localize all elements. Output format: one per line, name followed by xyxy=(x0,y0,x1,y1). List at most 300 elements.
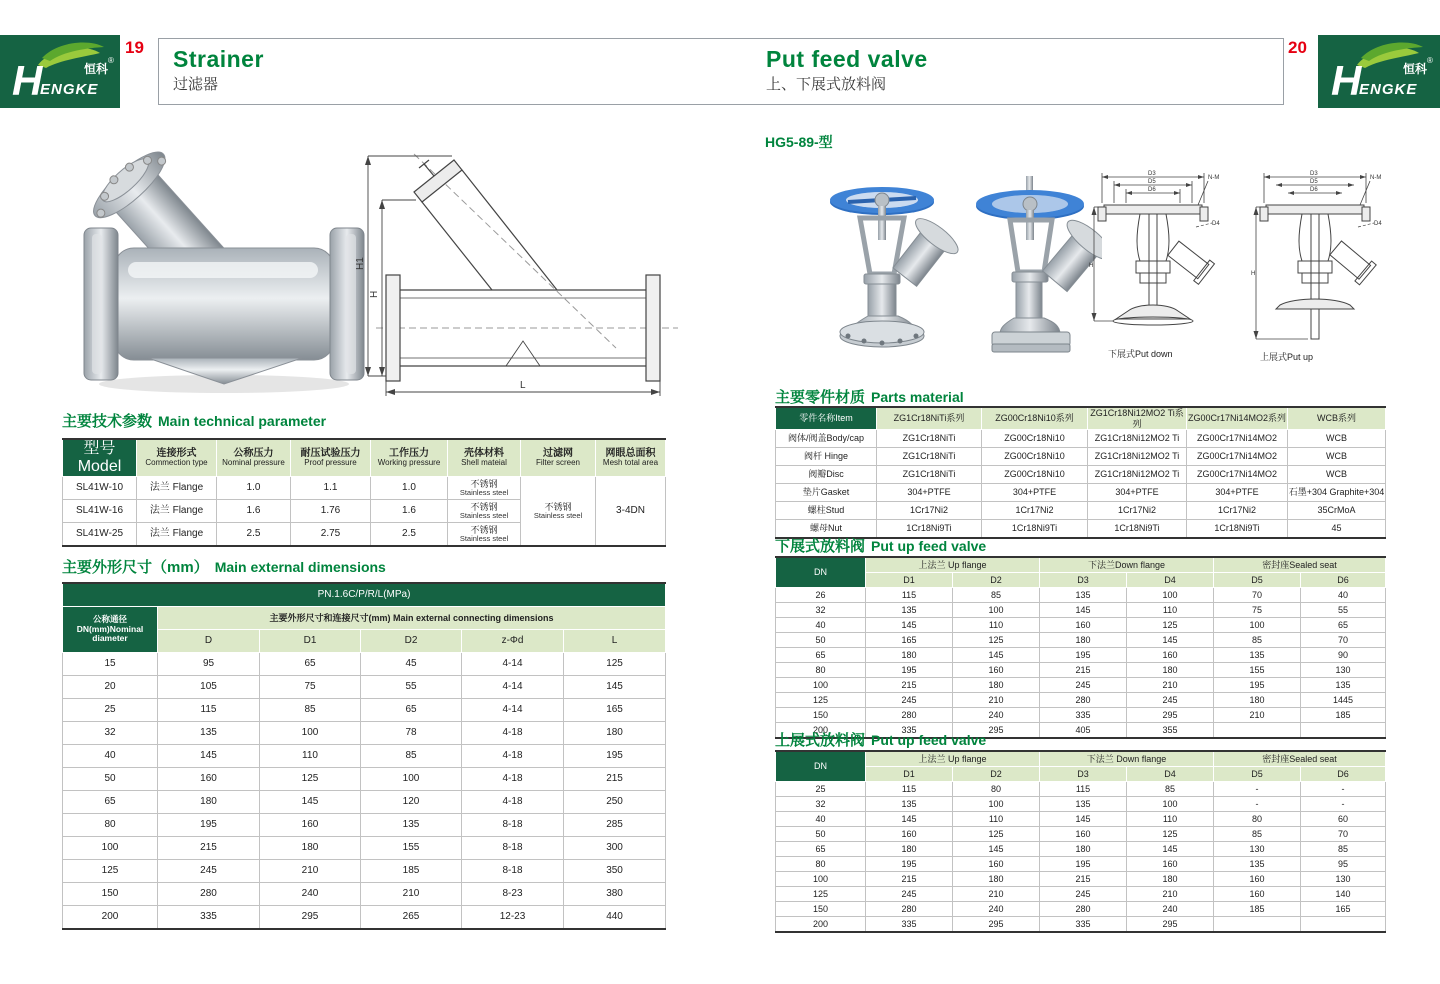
col-header: D3 xyxy=(1040,573,1127,588)
cell: 295 xyxy=(1127,708,1214,723)
cell: ZG00Cr18Ni10 xyxy=(982,466,1088,484)
item-cell: 阀体/阀盖Body/cap xyxy=(776,430,877,448)
group-header: 密封座Sealed seat xyxy=(1214,751,1386,767)
table-row xyxy=(776,797,1386,812)
cell: ZG1Cr18Ni12MO2 Ti xyxy=(1088,448,1187,466)
item-cell: 垫片Gasket xyxy=(776,484,877,502)
table-row xyxy=(63,699,666,722)
feed-valve-drawings xyxy=(1088,165,1390,352)
cell: 200 xyxy=(776,723,866,739)
left-page-title xyxy=(173,47,264,94)
cell: 32 xyxy=(63,722,158,745)
cell: 1.6 xyxy=(217,499,291,522)
cell: 140 xyxy=(1301,887,1386,902)
cell: 135 xyxy=(1301,678,1386,693)
cell: 160 xyxy=(866,827,953,842)
cell: 85 xyxy=(1214,827,1301,842)
cell: 245 xyxy=(1040,887,1127,902)
table-row xyxy=(776,603,1386,618)
title-bar xyxy=(158,38,1284,105)
cell: 95 xyxy=(158,653,260,676)
cell: 35CrMoA xyxy=(1288,502,1386,520)
col-header: L xyxy=(564,630,666,653)
cell: 145 xyxy=(866,618,953,633)
cell: 125 xyxy=(260,768,361,791)
dn-header: DN xyxy=(776,751,866,782)
cell: 8-18 xyxy=(462,837,564,860)
cell: 145 xyxy=(1127,842,1214,857)
left-title-en: Strainer xyxy=(173,46,264,72)
cell: 法兰 Flange xyxy=(137,476,217,499)
cell: 125 xyxy=(63,860,158,883)
cell: 215 xyxy=(866,872,953,887)
cell: 1Cr17Ni2 xyxy=(982,502,1088,520)
cell: 1Cr17Ni2 xyxy=(877,502,982,520)
table-row xyxy=(776,407,1386,430)
cell: 135 xyxy=(1214,857,1301,872)
cell: 200 xyxy=(776,917,866,933)
item-cell: 阀瓣Disc xyxy=(776,466,877,484)
header-cell: ZG1Cr18NiTi系列 xyxy=(877,407,982,430)
table-row xyxy=(776,782,1386,797)
cell: 40 xyxy=(63,745,158,768)
cell: ZG00Cr18Ni10 xyxy=(982,448,1088,466)
table-row xyxy=(63,883,666,906)
group-header: 密封座Sealed seat xyxy=(1214,557,1386,573)
cell: 300 xyxy=(564,837,666,860)
dn-header: DN xyxy=(776,557,866,588)
cell: 295 xyxy=(953,723,1040,739)
cell: 295 xyxy=(953,917,1040,933)
cell: - xyxy=(1214,782,1301,797)
page-number-left: 19 xyxy=(125,38,144,57)
model-cell: SL41W-16 xyxy=(63,499,137,522)
cell: 70 xyxy=(1214,588,1301,603)
item-cell: 螺母Nut xyxy=(776,520,877,539)
feed-valve-photos xyxy=(820,176,1102,377)
cell: 1.0 xyxy=(217,476,291,499)
cell: 180 xyxy=(564,722,666,745)
table-row xyxy=(776,767,1386,782)
hengke-logo-icon xyxy=(1318,35,1440,108)
svg-text:N-M: N-M xyxy=(1208,175,1220,181)
svg-text:D5: D5 xyxy=(1310,179,1318,185)
cell: ZG00Cr17Ni14MO2 xyxy=(1187,466,1288,484)
cell: 210 xyxy=(361,883,462,906)
model-cell: SL41W-25 xyxy=(63,522,137,546)
item-cell: 螺柱Stud xyxy=(776,502,877,520)
cell: ZG1Cr18NiTi xyxy=(877,430,982,448)
cell: 110 xyxy=(1127,603,1214,618)
cell: 25 xyxy=(776,782,866,797)
cell: 1Cr17Ni2 xyxy=(1088,502,1187,520)
group-header: 上法兰 Up flange xyxy=(866,557,1040,573)
cell: 100 xyxy=(953,797,1040,812)
drawing-put-down xyxy=(1089,171,1220,325)
cell: 280 xyxy=(158,883,260,906)
table-row xyxy=(63,745,666,768)
cell: 32 xyxy=(776,603,866,618)
cell: 不锈钢 Stainless steel xyxy=(448,476,521,499)
cell: 180 xyxy=(953,678,1040,693)
cell: 125 xyxy=(776,887,866,902)
cell: 180 xyxy=(1127,872,1214,887)
filter-cell: 不锈钢 Stainless steel xyxy=(521,476,596,546)
cell: 不锈钢 Stainless steel xyxy=(448,522,521,546)
section-title-put-up: 上展式放料阀 Put up feed valve xyxy=(775,732,987,749)
cell: 210 xyxy=(953,887,1040,902)
cell: 245 xyxy=(1040,678,1127,693)
cell: 100 xyxy=(776,872,866,887)
cell: 75 xyxy=(260,676,361,699)
cell: 280 xyxy=(1040,902,1127,917)
cell: 1.1 xyxy=(291,476,371,499)
cell: 160 xyxy=(1127,648,1214,663)
table-row xyxy=(776,678,1386,693)
cell: 250 xyxy=(564,791,666,814)
svg-text:H: H xyxy=(1331,57,1362,104)
svg-text:D4: D4 xyxy=(1374,221,1382,227)
cell: 180 xyxy=(953,872,1040,887)
cell: 335 xyxy=(866,917,953,933)
table-row xyxy=(776,588,1386,603)
table-row xyxy=(63,676,666,699)
col-header: D6 xyxy=(1301,767,1386,782)
cell: 40 xyxy=(1301,588,1386,603)
svg-text:恒科: 恒科 xyxy=(1403,62,1428,76)
cell: 210 xyxy=(1127,887,1214,902)
cell: 130 xyxy=(1301,872,1386,887)
cell: 95 xyxy=(1301,857,1386,872)
cell: 100 xyxy=(63,837,158,860)
cell: 1.76 xyxy=(291,499,371,522)
cell: WCB xyxy=(1288,430,1386,448)
cell: 155 xyxy=(361,837,462,860)
external-dimensions-table xyxy=(62,582,665,930)
table-row xyxy=(63,906,666,930)
cell: 215 xyxy=(564,768,666,791)
parts-material-table xyxy=(775,406,1385,539)
brand-logo-left xyxy=(0,35,120,108)
cell: 200 xyxy=(63,906,158,930)
cell: 125 xyxy=(953,827,1040,842)
cell: 195 xyxy=(866,857,953,872)
cell: 1445 xyxy=(1301,693,1386,708)
cell: 195 xyxy=(866,663,953,678)
cell: 不锈钢 Stainless steel xyxy=(448,499,521,522)
table-row xyxy=(776,633,1386,648)
header-cell: 公称压力 Nominal pressure xyxy=(217,439,291,476)
dim-label-h: H xyxy=(369,290,380,298)
table-row xyxy=(776,872,1386,887)
cell: 240 xyxy=(953,708,1040,723)
cell: 78 xyxy=(361,722,462,745)
cell: 295 xyxy=(260,906,361,930)
cell: 145 xyxy=(1040,603,1127,618)
cell xyxy=(1301,917,1386,933)
cell: 4-14 xyxy=(462,699,564,722)
cell: 160 xyxy=(1214,872,1301,887)
cell: 165 xyxy=(866,633,953,648)
col-header: D1 xyxy=(866,573,953,588)
put-up-feed-valve-table xyxy=(775,750,1385,933)
cell: 4-18 xyxy=(462,745,564,768)
cell: 265 xyxy=(361,906,462,930)
cell: 195 xyxy=(158,814,260,837)
table-row xyxy=(776,466,1386,484)
cell: 210 xyxy=(953,693,1040,708)
table-row xyxy=(63,814,666,837)
cell: 145 xyxy=(1127,633,1214,648)
table-row xyxy=(776,902,1386,917)
cell: 40 xyxy=(776,812,866,827)
cell: 120 xyxy=(361,791,462,814)
cell: 335 xyxy=(866,723,953,739)
cell: 304+PTFE xyxy=(877,484,982,502)
cell: 180 xyxy=(866,842,953,857)
cell: 60 xyxy=(1301,812,1386,827)
cell: 12-23 xyxy=(462,906,564,930)
table-row xyxy=(776,827,1386,842)
cell: 26 xyxy=(776,588,866,603)
cell xyxy=(1214,723,1301,739)
valve-photo-put-down xyxy=(830,187,963,347)
cell: ZG1Cr18NiTi xyxy=(877,448,982,466)
cell: 85 xyxy=(1214,633,1301,648)
dn-header: 公称通径 DN(mm)Nominal diameter xyxy=(63,607,158,653)
brand-logo-right xyxy=(1318,35,1440,108)
cell: 2.5 xyxy=(217,522,291,546)
cell: 185 xyxy=(361,860,462,883)
mesh-cell: 3-4DN xyxy=(596,476,666,546)
header-cell: ZG1Cr18Ni12MO2 Ti系列 xyxy=(1088,407,1187,430)
cell: 8-23 xyxy=(462,883,564,906)
cell: 65 xyxy=(1301,618,1386,633)
cell: 115 xyxy=(866,782,953,797)
cell: 135 xyxy=(1040,588,1127,603)
caption-put-up: 上展式Put up xyxy=(1260,352,1314,362)
table-row xyxy=(776,430,1386,448)
cell: 105 xyxy=(158,676,260,699)
table-row xyxy=(776,557,1386,573)
cell: 380 xyxy=(564,883,666,906)
cell: 80 xyxy=(63,814,158,837)
svg-text:H: H xyxy=(1251,271,1256,277)
cell: 245 xyxy=(866,887,953,902)
table-row xyxy=(63,768,666,791)
cell: 法兰 Flange xyxy=(137,522,217,546)
cell: 1Cr18Ni9Ti xyxy=(1187,520,1288,539)
cell: 130 xyxy=(1301,663,1386,678)
cell: 210 xyxy=(1127,678,1214,693)
svg-text:D3: D3 xyxy=(1310,171,1318,177)
cell: 180 xyxy=(1040,633,1127,648)
cell: 110 xyxy=(1127,812,1214,827)
right-title-cn: 上、下展式放料阀 xyxy=(766,76,887,94)
cell: 145 xyxy=(866,812,953,827)
cell: 195 xyxy=(1214,678,1301,693)
header-cell: 连接形式 Commection type xyxy=(137,439,217,476)
cell: 195 xyxy=(1040,648,1127,663)
cell: 1Cr17Ni2 xyxy=(1187,502,1288,520)
header-cell: ZG00Cr17Ni14MO2系列 xyxy=(1187,407,1288,430)
cell: 160 xyxy=(1040,618,1127,633)
technical-parameter-table xyxy=(62,438,665,547)
cell: 304+PTFE xyxy=(1187,484,1288,502)
cell: 110 xyxy=(953,812,1040,827)
col-header: D5 xyxy=(1214,573,1301,588)
cell: 240 xyxy=(953,902,1040,917)
cell: 185 xyxy=(1214,902,1301,917)
cell: 145 xyxy=(158,745,260,768)
svg-text:D6: D6 xyxy=(1310,187,1318,193)
svg-text:ENGKE: ENGKE xyxy=(1359,81,1418,98)
svg-text:N-M: N-M xyxy=(1370,175,1382,181)
table-row xyxy=(776,484,1386,502)
cell: 245 xyxy=(1127,693,1214,708)
col-header: D3 xyxy=(1040,767,1127,782)
cell: 135 xyxy=(866,797,953,812)
cell: 40 xyxy=(776,618,866,633)
dim-label-h1: H1 xyxy=(356,257,366,270)
cell: 90 xyxy=(1301,648,1386,663)
cell: 215 xyxy=(866,678,953,693)
cell: 法兰 Flange xyxy=(137,499,217,522)
cell: 85 xyxy=(260,699,361,722)
cell: 210 xyxy=(260,860,361,883)
table-row xyxy=(776,502,1386,520)
cell: 180 xyxy=(1214,693,1301,708)
cell: ZG00Cr18Ni10 xyxy=(982,430,1088,448)
cell: 355 xyxy=(1127,723,1214,739)
cell: ZG00Cr17Ni14MO2 xyxy=(1187,430,1288,448)
header-cell: 零件名称Item xyxy=(776,407,877,430)
table-row xyxy=(63,837,666,860)
cell: 165 xyxy=(564,699,666,722)
col-header: z-Φd xyxy=(462,630,564,653)
cell: 160 xyxy=(953,857,1040,872)
cell: - xyxy=(1301,797,1386,812)
svg-text:D6: D6 xyxy=(1148,187,1156,193)
cell: WCB xyxy=(1288,466,1386,484)
cell: 115 xyxy=(866,588,953,603)
cell: 125 xyxy=(953,633,1040,648)
cell: 180 xyxy=(866,648,953,663)
table-row xyxy=(63,860,666,883)
cell: 4-14 xyxy=(462,653,564,676)
cell: 50 xyxy=(776,633,866,648)
put-down-feed-valve-table xyxy=(775,556,1385,739)
cell: 110 xyxy=(953,618,1040,633)
cell: 335 xyxy=(1040,917,1127,933)
cell: 115 xyxy=(1040,782,1127,797)
section-title-dimensions: 主要外形尺寸（mm） Main external dimensions xyxy=(62,559,386,576)
cell: 180 xyxy=(260,837,361,860)
col-header: D2 xyxy=(953,573,1040,588)
cell: 245 xyxy=(866,693,953,708)
cell: ZG1Cr18NiTi xyxy=(877,466,982,484)
cell: 65 xyxy=(776,648,866,663)
cell: 285 xyxy=(564,814,666,837)
table-row xyxy=(776,448,1386,466)
pn-header: PN.1.6C/P/R/L(MPa) xyxy=(63,583,666,607)
cell: 195 xyxy=(1040,857,1127,872)
cell: 1.0 xyxy=(371,476,448,499)
cell: 335 xyxy=(1040,708,1127,723)
cell: 75 xyxy=(1214,603,1301,618)
cell: 1Cr18Ni9Ti xyxy=(982,520,1088,539)
cell: 2.5 xyxy=(371,522,448,546)
cell: 85 xyxy=(953,588,1040,603)
svg-text:®: ® xyxy=(1427,56,1433,65)
cell: 4-14 xyxy=(462,676,564,699)
cell: 185 xyxy=(1301,708,1386,723)
cell: 8-18 xyxy=(462,860,564,883)
section-title-technical: 主要技术参数 Main technical parameter xyxy=(62,413,327,430)
hengke-logo-icon xyxy=(0,35,120,108)
col-header: D6 xyxy=(1301,573,1386,588)
cell: 135 xyxy=(866,603,953,618)
cell xyxy=(1214,917,1301,933)
strainer-drawing xyxy=(356,138,690,409)
cell: 100 xyxy=(1214,618,1301,633)
cell: 160 xyxy=(1214,887,1301,902)
section-title-put-down: 下展式放料阀 Put up feed valve xyxy=(775,538,987,555)
cell: 215 xyxy=(1040,872,1127,887)
valve-photo-put-up xyxy=(976,176,1102,352)
cell: 85 xyxy=(1127,782,1214,797)
header-cell: 过滤网 Filter screen xyxy=(521,439,596,476)
cell: 245 xyxy=(158,860,260,883)
cell: 65 xyxy=(361,699,462,722)
dim-label-l: L xyxy=(520,380,526,391)
group-header: 下法兰 Down flange xyxy=(1040,751,1214,767)
cell: 160 xyxy=(260,814,361,837)
cell: ZG00Cr17Ni14MO2 xyxy=(1187,448,1288,466)
logo-cn: 恒科 xyxy=(84,62,109,76)
table-row xyxy=(63,791,666,814)
cell: ZG1Cr18Ni12MO2 Ti xyxy=(1088,430,1187,448)
cell: 215 xyxy=(158,837,260,860)
cell: 145 xyxy=(260,791,361,814)
cell: 215 xyxy=(1040,663,1127,678)
page-number-right: 20 xyxy=(1288,38,1307,57)
cell: 80 xyxy=(953,782,1040,797)
cell: 85 xyxy=(1301,842,1386,857)
cell: 100 xyxy=(1127,588,1214,603)
cell: 125 xyxy=(776,693,866,708)
cell: 440 xyxy=(564,906,666,930)
table-row xyxy=(63,607,666,630)
cell: 130 xyxy=(1214,842,1301,857)
cell: - xyxy=(1214,797,1301,812)
cell: - xyxy=(1301,782,1386,797)
cell: 280 xyxy=(1040,693,1127,708)
cell: 85 xyxy=(361,745,462,768)
right-page-title xyxy=(766,47,928,94)
cell: 350 xyxy=(564,860,666,883)
table-row xyxy=(63,583,666,607)
cell: 135 xyxy=(1040,797,1127,812)
cell: 145 xyxy=(564,676,666,699)
header-cell: 耐压试验压力 Proof pressure xyxy=(291,439,371,476)
header-cell: ZG00Cr18Ni10系列 xyxy=(982,407,1088,430)
cell: 32 xyxy=(776,797,866,812)
col-header: D4 xyxy=(1127,573,1214,588)
cell: 70 xyxy=(1301,633,1386,648)
group-header: 主要外形尺寸和连接尺寸(mm) Main external connecting dimensions xyxy=(158,607,666,630)
cell: 80 xyxy=(776,857,866,872)
